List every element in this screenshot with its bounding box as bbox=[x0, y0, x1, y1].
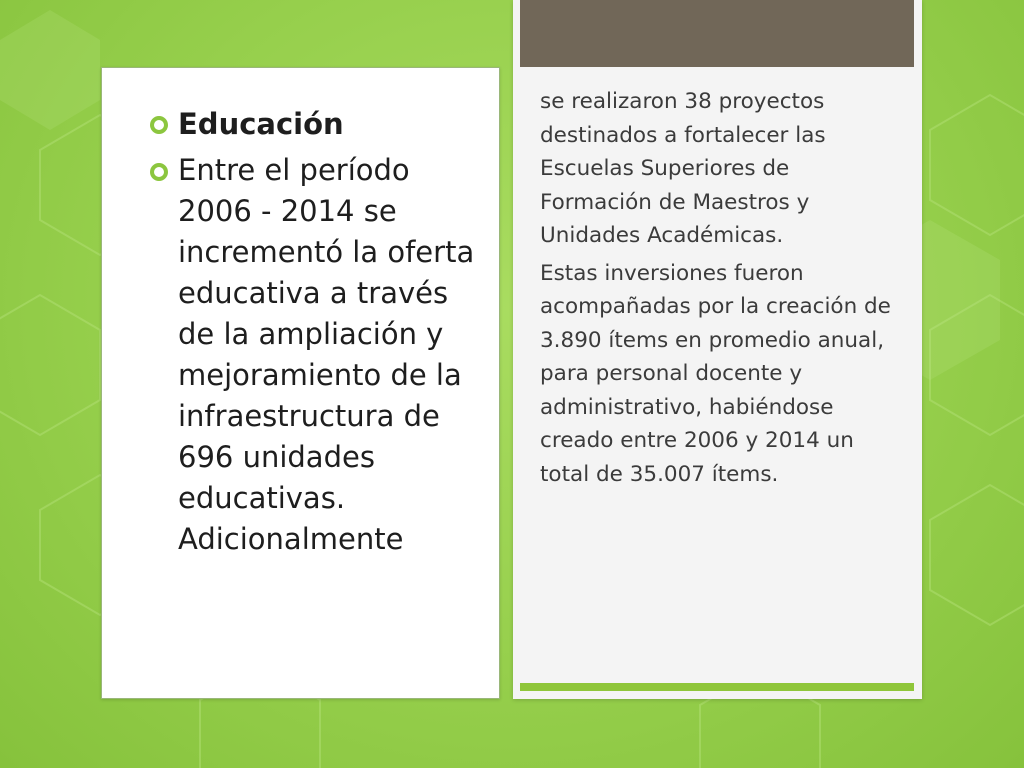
bullet-list bbox=[148, 104, 488, 566]
heading-text: Educación bbox=[178, 107, 344, 141]
right-paragraph-1: se realizaron 38 proyectos destinados a fortalecer las Escuelas Superiores de Formación de Maestros y Unidades Académicas. bbox=[540, 89, 826, 248]
bullet-item-heading bbox=[148, 104, 488, 144]
bullet-ring-icon bbox=[148, 110, 170, 150]
right-text-block bbox=[540, 85, 900, 495]
body-text: Entre el período 2006 - 2014 se incrementó la oferta educativa a través de la ampliación y mejoramiento de la infraestructura de 696 unidades educativas. Adicionalmente bbox=[178, 153, 475, 556]
footer-accent-bar bbox=[520, 683, 914, 691]
bullet-ring-icon bbox=[148, 156, 170, 197]
header-bar bbox=[520, 0, 914, 67]
bullet-item-body bbox=[148, 150, 488, 560]
right-paragraph-2: Estas inversiones fueron acompañadas por la creación de 3.890 ítems en promedio anual, para personal docente y administrativo, habiéndose creado entre 2006 y 2014 un total de 35.007 ítems. bbox=[540, 260, 891, 487]
